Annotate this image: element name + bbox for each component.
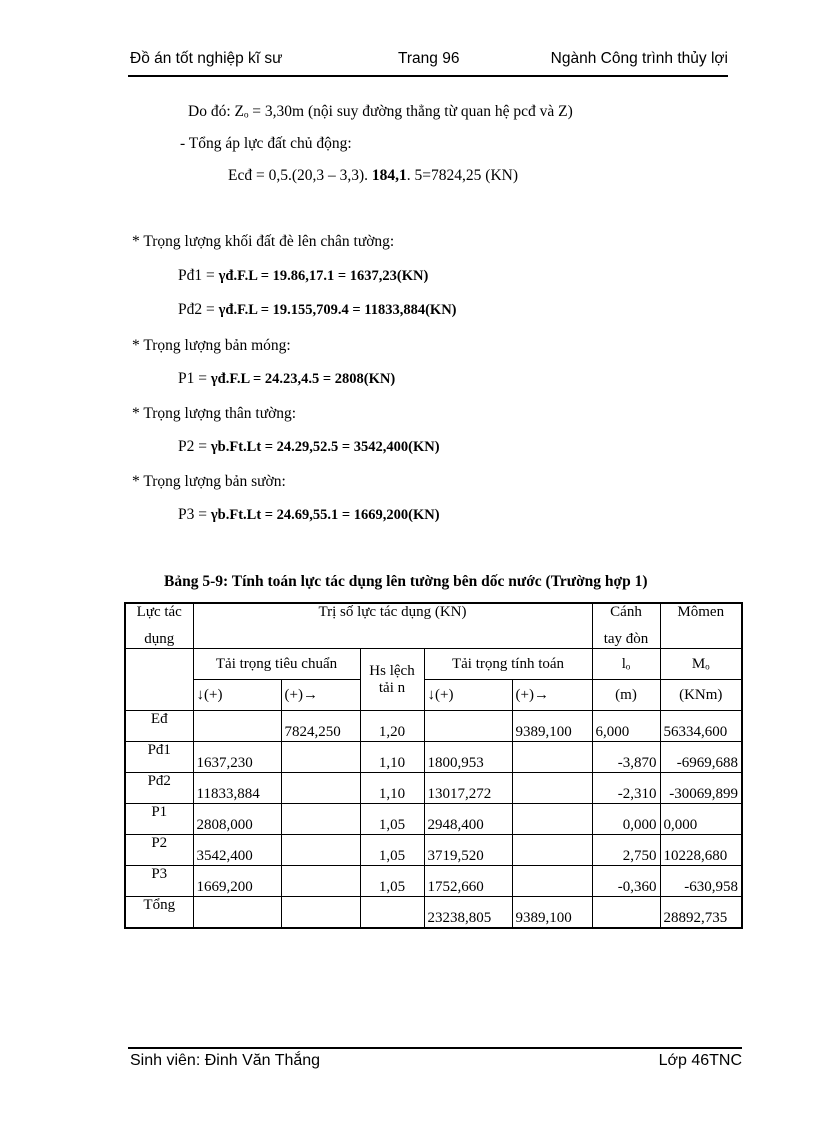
header-rule xyxy=(128,75,728,77)
footer-rule xyxy=(128,1047,742,1049)
formula-ecd-bold: 184,1 xyxy=(371,167,407,184)
heading-slab-weight: * Trọng lượng bản móng: xyxy=(132,337,291,354)
formula-ecd xyxy=(228,167,518,185)
cell-name: P1 xyxy=(125,804,193,835)
table-row xyxy=(125,835,742,866)
cell-std-down: 1669,200 xyxy=(193,866,281,897)
cell-moment: 10228,680 xyxy=(660,835,742,866)
cell-arm: -3,870 xyxy=(592,742,660,773)
cell-moment: -6969,688 xyxy=(660,742,742,773)
cell-name: Eđ xyxy=(125,711,193,742)
cell-calc-down: 1752,660 xyxy=(424,866,512,897)
footer-student: Sinh viên: Đinh Văn Thắng xyxy=(130,1052,321,1069)
cell-std-down: 11833,884 xyxy=(193,773,281,804)
th-calc-load: Tải trọng tính toán xyxy=(424,649,592,680)
heading-rib-weight: * Trọng lượng bản sườn: xyxy=(132,473,286,490)
cell-n: 1,20 xyxy=(360,711,424,742)
cell-std-right xyxy=(281,897,360,929)
formula-p2 xyxy=(178,438,440,456)
th-unit-m: (m) xyxy=(592,680,660,711)
formula-p3-lhs: P3 = xyxy=(178,506,211,523)
cell-std-right xyxy=(281,835,360,866)
heading-wall-weight: * Trọng lượng thân tường: xyxy=(132,405,297,422)
th-standard-load: Tải trọng tiêu chuẩn xyxy=(193,649,360,680)
cell-std-down xyxy=(193,897,281,929)
th-force-line2: dụng xyxy=(144,631,175,647)
table-row xyxy=(125,804,742,835)
cell-arm xyxy=(592,897,660,929)
text-line-active-pressure: - Tổng áp lực đất chủ động: xyxy=(180,135,352,152)
cell-std-right xyxy=(281,742,360,773)
cell-arm: 0,000 xyxy=(592,804,660,835)
formula-p3 xyxy=(178,506,440,524)
cell-std-down: 1637,230 xyxy=(193,742,281,773)
formula-p2-expr: γb.Ft.Lt = 24.29,52.5 = 3542,400(KN) xyxy=(210,439,440,455)
th-force-line1: Lực tác xyxy=(136,604,182,620)
cell-arm: 6,000 xyxy=(592,711,660,742)
formula-p3-expr: γb.Ft.Lt = 24.69,55.1 = 1669,200(KN) xyxy=(210,507,440,523)
cell-moment: -630,958 xyxy=(660,866,742,897)
page-footer xyxy=(130,1052,742,1076)
cell-n: 1,05 xyxy=(360,835,424,866)
th-force-values: Trị số lực tác dụng (KN) xyxy=(193,603,592,649)
cell-arm: 2,750 xyxy=(592,835,660,866)
th-calc-right: (+)→ xyxy=(512,680,592,711)
cell-calc-down: 2948,400 xyxy=(424,804,512,835)
table-caption: Bảng 5-9: Tính toán lực tác dụng lên tường bên dốc nước (Trường hợp 1) xyxy=(164,573,648,590)
cell-n: 1,05 xyxy=(360,866,424,897)
page-number: Trang 96 xyxy=(398,50,460,67)
cell-arm: -2,310 xyxy=(592,773,660,804)
cell-calc-down: 13017,272 xyxy=(424,773,512,804)
cell-name: P3 xyxy=(125,866,193,897)
cell-moment: 56334,600 xyxy=(660,711,742,742)
th-hs: Hs lệch tải n xyxy=(360,649,424,711)
th-std-right: (+)→ xyxy=(281,680,360,711)
forces-table xyxy=(124,602,743,929)
cell-calc-right: 9389,100 xyxy=(512,897,592,929)
table-row xyxy=(125,773,742,804)
cell-n: 1,10 xyxy=(360,773,424,804)
cell-moment: 28892,735 xyxy=(660,897,742,929)
cell-std-right xyxy=(281,866,360,897)
formula-pd1 xyxy=(178,267,428,285)
table-row xyxy=(125,711,742,742)
th-arm-line1: Cánh xyxy=(610,604,642,620)
cell-moment: -30069,899 xyxy=(660,773,742,804)
cell-name: Pđ2 xyxy=(125,773,193,804)
cell-calc-down: 3719,520 xyxy=(424,835,512,866)
page-header xyxy=(130,50,728,74)
th-calc-down: ↓(+) xyxy=(424,680,512,711)
th-unit-knm: (KNm) xyxy=(660,680,742,711)
cell-calc-down xyxy=(424,711,512,742)
formula-pd1-lhs: Pđ1 = xyxy=(178,267,219,284)
cell-calc-right xyxy=(512,835,592,866)
header-right: Ngành Công trình thủy lợi xyxy=(550,50,728,67)
formula-pd1-expr: γđ.F.L = 19.86,17.1 = 1637,23(KN) xyxy=(218,268,429,284)
cell-name: P2 xyxy=(125,835,193,866)
cell-n: 1,05 xyxy=(360,804,424,835)
formula-p1-lhs: P1 = xyxy=(178,370,211,387)
th-arm xyxy=(592,603,660,649)
cell-calc-down: 23238,805 xyxy=(424,897,512,929)
cell-std-down xyxy=(193,711,281,742)
formula-pd2-expr: γđ.F.L = 19.155,709.4 = 11833,884(KN) xyxy=(218,302,457,318)
cell-std-right: 7824,250 xyxy=(281,711,360,742)
table-row xyxy=(125,742,742,773)
formula-ecd-rhs: . 5=7824,25 (KN) xyxy=(406,167,518,184)
formula-pd2 xyxy=(178,301,457,319)
formula-p1-expr: γđ.F.L = 24.23,4.5 = 2808(KN) xyxy=(210,371,396,387)
cell-moment: 0,000 xyxy=(660,804,742,835)
th-empty xyxy=(125,649,193,711)
cell-calc-right xyxy=(512,866,592,897)
formula-ecd-lhs: Ecđ = 0,5.(20,3 – 3,3). xyxy=(228,167,372,184)
formula-p1 xyxy=(178,370,395,388)
th-mo: Mₒ xyxy=(660,649,742,680)
formula-pd2-lhs: Pđ2 = xyxy=(178,301,219,318)
footer-class: Lớp 46TNC xyxy=(658,1052,742,1069)
header-left: Đồ án tốt nghiệp kĩ sư xyxy=(130,50,283,67)
table-row-total xyxy=(125,897,742,929)
cell-std-right xyxy=(281,804,360,835)
cell-name: Pđ1 xyxy=(125,742,193,773)
th-lo: lₒ xyxy=(592,649,660,680)
th-force xyxy=(125,603,193,649)
cell-calc-right: 9389,100 xyxy=(512,711,592,742)
cell-name: Tổng xyxy=(125,897,193,929)
cell-n xyxy=(360,897,424,929)
th-arm-line2: tay đòn xyxy=(603,631,649,647)
text-line-zo: Do đó: Zₒ = 3,30m (nội suy đường thẳng từ quan hệ pcđ và Z) xyxy=(188,103,573,120)
th-std-down: ↓(+) xyxy=(193,680,281,711)
cell-calc-down: 1800,953 xyxy=(424,742,512,773)
cell-calc-right xyxy=(512,804,592,835)
cell-std-right xyxy=(281,773,360,804)
heading-soil-weight: * Trọng lượng khối đất đè lên chân tường: xyxy=(132,233,395,250)
th-moment: Mômen xyxy=(660,603,742,649)
formula-p2-lhs: P2 = xyxy=(178,438,211,455)
cell-calc-right xyxy=(512,742,592,773)
cell-arm: -0,360 xyxy=(592,866,660,897)
cell-calc-right xyxy=(512,773,592,804)
table-row xyxy=(125,866,742,897)
cell-n: 1,10 xyxy=(360,742,424,773)
cell-std-down: 3542,400 xyxy=(193,835,281,866)
cell-std-down: 2808,000 xyxy=(193,804,281,835)
